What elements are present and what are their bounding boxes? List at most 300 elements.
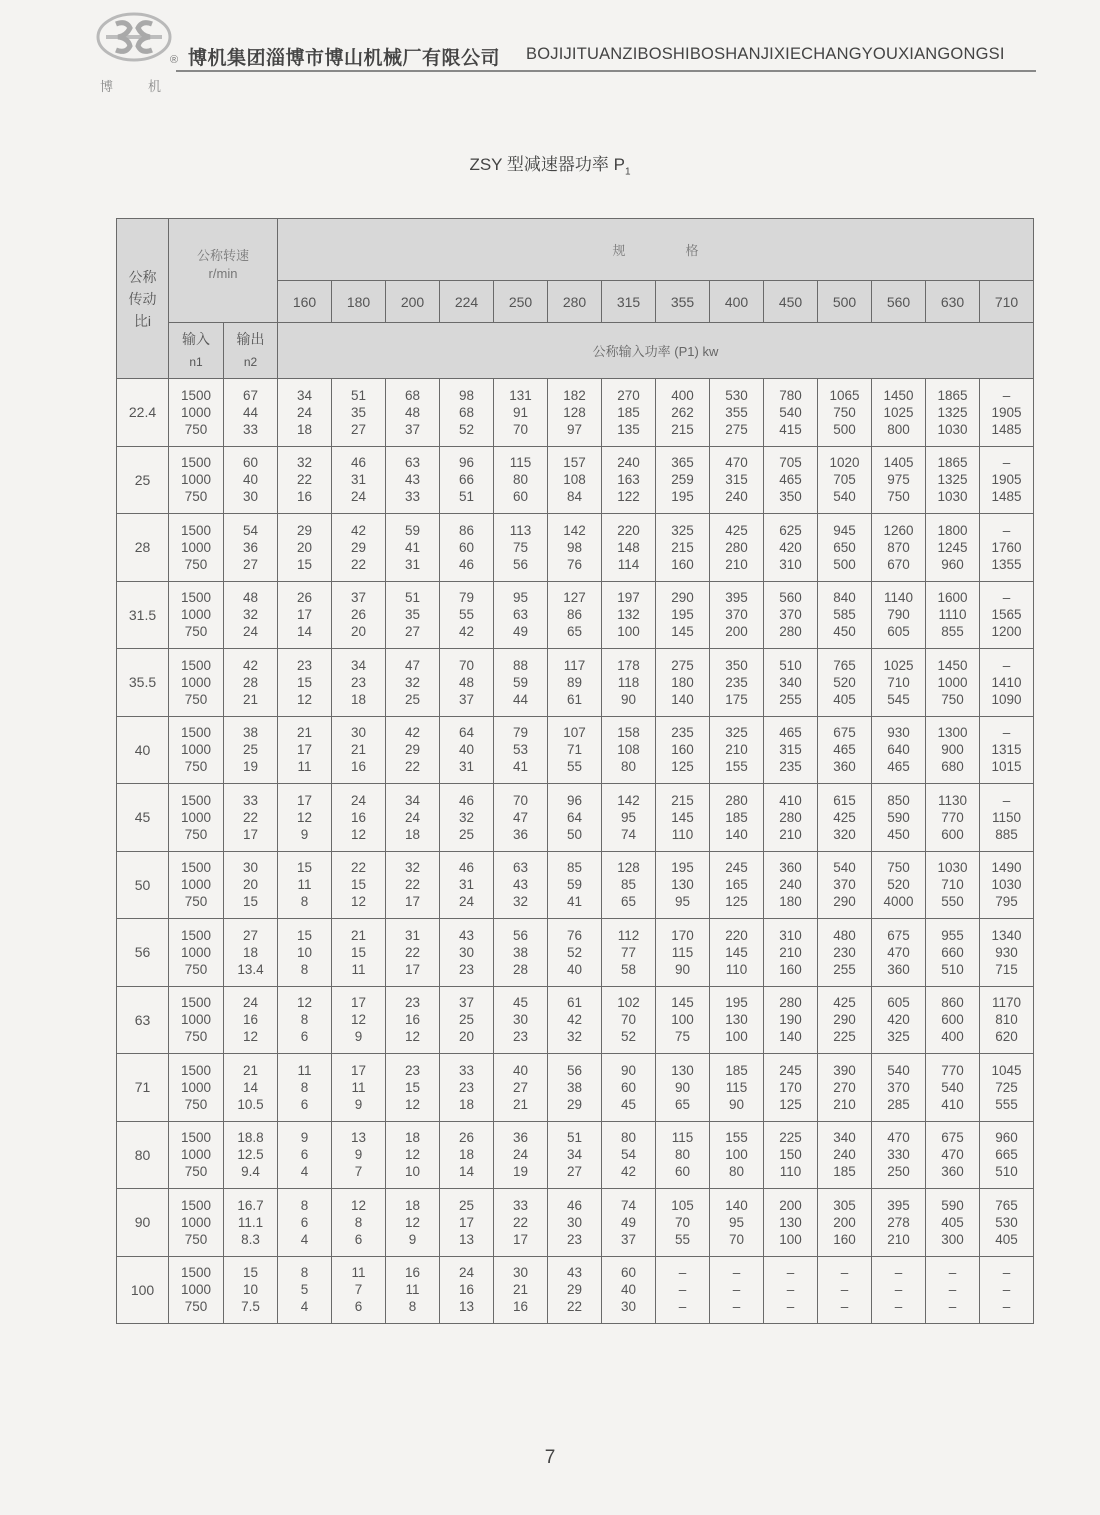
cell-value: – — [840, 1282, 849, 1298]
cell-value: 32 — [296, 455, 313, 471]
cell-value: 1000 — [180, 472, 212, 488]
cell-value: 182 — [563, 387, 586, 403]
table-row — [117, 851, 1034, 919]
cell-value: 325 — [725, 725, 748, 741]
cell-value: 90 — [674, 1079, 691, 1095]
cell-value: 1355 — [991, 556, 1022, 572]
output-speed-cell — [224, 1189, 278, 1257]
cell-value: 1485 — [991, 421, 1022, 437]
cell-value: 115 — [509, 455, 532, 471]
cell-value: 51 — [458, 489, 475, 505]
ratio-header — [117, 219, 169, 379]
cell-value: 18 — [404, 1197, 421, 1213]
cell-value: 10 — [242, 1282, 259, 1298]
cell-value: 86 — [458, 522, 475, 538]
cell-value: 540 — [887, 1062, 910, 1078]
input-speed-cell — [169, 1054, 224, 1122]
cell-value: 142 — [617, 792, 640, 808]
speed-header — [169, 219, 278, 323]
input-speed-header — [169, 323, 224, 379]
cell-value: 142 — [563, 522, 586, 538]
cell-value: 15 — [296, 927, 313, 943]
cell-value: 42 — [242, 657, 259, 673]
power-cell — [710, 784, 764, 852]
cell-value: 160 — [833, 1231, 856, 1247]
cell-value: 54 — [242, 522, 259, 538]
cell-value: 750 — [184, 691, 208, 707]
ratio-cell: 28 — [117, 514, 169, 582]
size-header-cell: 630 — [926, 281, 980, 323]
cell-value: 25 — [458, 1197, 475, 1213]
cell-value: 750 — [184, 624, 208, 640]
output-speed-cell — [224, 919, 278, 987]
cell-value: 24 — [296, 404, 313, 420]
cell-value: 35 — [404, 607, 421, 623]
power-cell — [440, 649, 494, 717]
cell-value: 110 — [725, 961, 748, 977]
cell-value: 18 — [458, 1147, 475, 1163]
cell-value: 125 — [725, 894, 748, 910]
power-cell — [332, 784, 386, 852]
power-cell — [872, 716, 926, 784]
page-header — [96, 8, 1040, 98]
power-cell — [710, 716, 764, 784]
cell-value: 4000 — [883, 894, 914, 910]
power-cell — [872, 649, 926, 717]
cell-value: 280 — [725, 539, 748, 555]
cell-value: 750 — [184, 759, 208, 775]
cell-value: 1325 — [937, 472, 968, 488]
cell-value: 1405 — [883, 455, 914, 471]
cell-value: 63 — [512, 860, 529, 876]
power-cell — [278, 1256, 332, 1324]
cell-value: 25 — [242, 742, 259, 758]
power-cell — [548, 446, 602, 514]
cell-value: 40 — [620, 1282, 637, 1298]
cell-value: 30 — [512, 1012, 529, 1028]
cell-value: 90 — [620, 1062, 637, 1078]
input-speed-cell — [169, 581, 224, 649]
cell-value: 41 — [404, 539, 421, 555]
table-row — [117, 1189, 1034, 1257]
power-cell — [602, 446, 656, 514]
cell-value: 6 — [300, 1096, 309, 1112]
cell-value: 705 — [779, 455, 802, 471]
cell-value: 175 — [725, 691, 748, 707]
cell-value: 33 — [242, 421, 259, 437]
cell-value: – — [1002, 657, 1011, 673]
power-cell — [656, 919, 710, 987]
input-speed-cell — [169, 379, 224, 447]
cell-value: – — [894, 1299, 903, 1315]
cell-value: 16.7 — [237, 1197, 264, 1213]
power-cell — [602, 1054, 656, 1122]
cell-value: 290 — [833, 1012, 856, 1028]
ratio-cell: 56 — [117, 919, 169, 987]
cell-value: 60 — [620, 1079, 637, 1095]
cell-value: 70 — [674, 1214, 691, 1230]
cell-value: – — [1002, 387, 1011, 403]
cell-value: 55 — [458, 607, 475, 623]
cell-value: 425 — [833, 809, 856, 825]
cell-value: – — [948, 1282, 957, 1298]
power-rating-table — [116, 218, 1034, 1324]
table-row — [117, 919, 1034, 987]
power-cell — [872, 514, 926, 582]
cell-value: 12 — [404, 1029, 421, 1045]
cell-value: 40 — [458, 742, 475, 758]
output-header-label: 输出 — [236, 331, 265, 347]
registered-mark: ® — [170, 54, 179, 66]
cell-value: 145 — [671, 624, 694, 640]
cell-value: 360 — [941, 1164, 964, 1180]
cell-value: 21 — [242, 1062, 259, 1078]
cell-value: 12 — [296, 809, 313, 825]
power-cell — [710, 649, 764, 717]
title-subscript: 1 — [624, 166, 631, 178]
cell-value: 22 — [404, 759, 421, 775]
cell-value: 12.5 — [237, 1147, 264, 1163]
cell-value: 86 — [566, 607, 583, 623]
cell-value: 955 — [941, 927, 964, 943]
cell-value: 130 — [671, 877, 694, 893]
power-cell — [494, 784, 548, 852]
size-header-cell: 400 — [710, 281, 764, 323]
cell-value: 280 — [779, 809, 802, 825]
cell-value: 125 — [779, 1096, 802, 1112]
cell-value: 13 — [350, 1130, 367, 1146]
cell-value: 102 — [617, 995, 640, 1011]
cell-value: 11 — [351, 1265, 366, 1281]
power-cell — [872, 986, 926, 1054]
cell-value: 665 — [995, 1147, 1018, 1163]
cell-value: 410 — [779, 792, 802, 808]
power-cell — [548, 581, 602, 649]
power-cell — [440, 784, 494, 852]
cell-value: 55 — [566, 759, 583, 775]
cell-value: 16 — [350, 759, 367, 775]
cell-value: 1315 — [991, 742, 1022, 758]
cell-value: 750 — [184, 421, 208, 437]
cell-value: 1000 — [180, 404, 212, 420]
cell-value: 1200 — [991, 624, 1022, 640]
cell-value: 210 — [725, 742, 748, 758]
cell-value: 160 — [779, 961, 802, 977]
cell-value: 30 — [566, 1214, 583, 1230]
cell-value: 50 — [566, 826, 583, 842]
cell-value: 19 — [242, 759, 259, 775]
cell-value: 1565 — [991, 607, 1022, 623]
cell-value: 215 — [671, 539, 694, 555]
cell-value: 38 — [512, 944, 529, 960]
power-cell — [872, 919, 926, 987]
cell-value: 1090 — [991, 691, 1022, 707]
cell-value: 51 — [404, 590, 421, 606]
power-cell — [710, 919, 764, 987]
logo-char: 机 — [148, 79, 162, 94]
cell-value: 750 — [184, 826, 208, 842]
cell-value: 158 — [617, 725, 640, 741]
cell-value: 1500 — [180, 387, 212, 403]
cell-value: – — [948, 1265, 957, 1281]
cell-value: 6 — [354, 1299, 363, 1315]
cell-value: 105 — [671, 1197, 694, 1213]
cell-value: 590 — [887, 809, 910, 825]
cell-value: 107 — [563, 725, 586, 741]
cell-value: 560 — [779, 590, 802, 606]
power-cell — [818, 1121, 872, 1189]
power-cell — [278, 986, 332, 1054]
cell-value: 52 — [458, 421, 475, 437]
cell-value: 240 — [833, 1147, 856, 1163]
cell-value: 24 — [242, 624, 259, 640]
power-cell — [602, 986, 656, 1054]
cell-value: 19 — [512, 1164, 529, 1180]
cell-value: 32 — [512, 894, 529, 910]
cell-value: 500 — [833, 421, 856, 437]
cell-value: 90 — [674, 961, 691, 977]
company-name-pinyin: BOJIJITUANZIBOSHIBOSHANJIXIECHANGYOUXIANGONGSI — [526, 45, 1005, 63]
cell-value: 9 — [354, 1096, 363, 1112]
cell-value: 24 — [458, 1265, 475, 1281]
cell-value: 95 — [728, 1214, 745, 1230]
power-cell — [494, 986, 548, 1054]
power-cell — [386, 716, 440, 784]
power-cell — [926, 1121, 980, 1189]
power-cell — [926, 581, 980, 649]
power-cell — [278, 1054, 332, 1122]
cell-value: 100 — [617, 624, 640, 640]
cell-value: – — [1002, 1299, 1011, 1315]
cell-value: 1000 — [180, 944, 212, 960]
power-cell — [278, 379, 332, 447]
power-cell — [548, 716, 602, 784]
cell-value: 98 — [458, 387, 475, 403]
table-row — [117, 514, 1034, 582]
cell-value: 90 — [728, 1096, 745, 1112]
input-speed-cell — [169, 1256, 224, 1324]
cell-value: 625 — [779, 522, 802, 538]
power-cell — [926, 1054, 980, 1122]
cell-value: 85 — [620, 877, 637, 893]
power-cell — [548, 1054, 602, 1122]
cell-value: 110 — [671, 826, 694, 842]
cell-value: 245 — [779, 1062, 802, 1078]
cell-value: 170 — [779, 1079, 802, 1095]
cell-value: 510 — [779, 657, 802, 673]
cell-value: 450 — [833, 624, 856, 640]
cell-value: 1025 — [883, 657, 914, 673]
cell-value: – — [1002, 522, 1011, 538]
cell-value: 620 — [995, 1029, 1018, 1045]
cell-value: 30 — [242, 860, 259, 876]
cell-value: 675 — [833, 725, 856, 741]
power-cell — [386, 446, 440, 514]
cell-value: 605 — [887, 624, 910, 640]
cell-value: 600 — [941, 826, 964, 842]
cell-value: 24 — [404, 809, 421, 825]
cell-value: 27 — [566, 1164, 583, 1180]
cell-value: 12 — [296, 691, 313, 707]
cell-value: 255 — [779, 691, 802, 707]
cell-value: 1130 — [937, 792, 968, 808]
cell-value: 960 — [941, 556, 964, 572]
power-cell — [440, 1256, 494, 1324]
cell-value: 810 — [995, 1012, 1018, 1028]
power-cell — [764, 1189, 818, 1257]
page-title — [0, 150, 1100, 177]
cell-value: 97 — [566, 421, 583, 437]
cell-value: – — [1002, 455, 1011, 471]
cell-value: 33 — [512, 1197, 529, 1213]
cell-value: 480 — [833, 927, 856, 943]
cell-value: 770 — [941, 1062, 964, 1078]
power-cell — [764, 581, 818, 649]
cell-value: 59 — [404, 522, 421, 538]
cell-value: 360 — [779, 860, 802, 876]
cell-value: 34 — [296, 387, 313, 403]
cell-value: 24 — [242, 995, 259, 1011]
cell-value: 29 — [566, 1096, 583, 1112]
cell-value: 350 — [779, 489, 802, 505]
cell-value: 210 — [833, 1096, 856, 1112]
power-cell — [656, 1189, 710, 1257]
cell-value: 71 — [566, 742, 583, 758]
cell-value: 42 — [620, 1164, 637, 1180]
cell-value: 425 — [833, 995, 856, 1011]
cell-value: 59 — [512, 674, 529, 690]
size-header-cell: 250 — [494, 281, 548, 323]
cell-value: 15 — [404, 1079, 421, 1095]
cell-value: 17 — [512, 1231, 529, 1247]
power-cell — [656, 1256, 710, 1324]
input-speed-cell — [169, 784, 224, 852]
cell-value: 225 — [833, 1029, 856, 1045]
cell-value: 31 — [404, 927, 421, 943]
cell-value: 11 — [297, 759, 312, 775]
speed-header-line: 公称转速 — [196, 248, 249, 263]
cell-value: 60 — [512, 489, 529, 505]
cell-value: 90 — [620, 691, 637, 707]
power-cell — [332, 1054, 386, 1122]
power-cell — [440, 1054, 494, 1122]
cell-value: 33 — [404, 489, 421, 505]
cell-value: 540 — [833, 489, 856, 505]
cell-value: 54 — [620, 1147, 637, 1163]
cell-value: 32 — [404, 860, 421, 876]
cell-value: 9 — [354, 1147, 363, 1163]
cell-value: 98 — [566, 539, 583, 555]
cell-value: 47 — [404, 657, 421, 673]
cell-value: 262 — [671, 404, 694, 420]
cell-value: 510 — [941, 961, 964, 977]
cell-value: 185 — [617, 404, 640, 420]
power-cell — [494, 1054, 548, 1122]
ratio-cell: 40 — [117, 716, 169, 784]
cell-value: 42 — [458, 624, 475, 640]
power-cell — [656, 716, 710, 784]
cell-value: 390 — [833, 1062, 856, 1078]
cell-value: 270 — [617, 387, 640, 403]
cell-value: 590 — [941, 1197, 964, 1213]
cell-value: 1905 — [991, 404, 1022, 420]
cell-value: 6 — [354, 1231, 363, 1247]
cell-value: 114 — [617, 556, 640, 572]
cell-value: 27 — [512, 1079, 529, 1095]
cell-value: 70 — [620, 1012, 637, 1028]
cell-value: 220 — [725, 927, 748, 943]
power-cell — [764, 716, 818, 784]
cell-value: 26 — [350, 607, 367, 623]
cell-value: 80 — [620, 1130, 637, 1146]
cell-value: 9 — [408, 1231, 417, 1247]
power-cell — [548, 379, 602, 447]
company-logo-icon — [96, 12, 172, 62]
cell-value: 520 — [887, 877, 910, 893]
cell-value: 15 — [350, 877, 367, 893]
cell-value: 1500 — [180, 792, 212, 808]
cell-value: 66 — [458, 472, 475, 488]
cell-value: 178 — [617, 657, 640, 673]
power-cell — [818, 851, 872, 919]
power-cell — [818, 986, 872, 1054]
cell-value: 330 — [887, 1147, 910, 1163]
cell-value: 16 — [458, 1282, 475, 1298]
cell-value: 11 — [297, 877, 312, 893]
cell-value: 43 — [404, 472, 421, 488]
cell-value: 11 — [297, 1062, 312, 1078]
cell-value: 1600 — [937, 590, 968, 606]
cell-value: 405 — [941, 1214, 964, 1230]
cell-value: 930 — [887, 725, 910, 741]
cell-value: 315 — [779, 742, 802, 758]
cell-value: 29 — [350, 539, 367, 555]
power-cell — [440, 514, 494, 582]
power-cell — [278, 1189, 332, 1257]
cell-value: 765 — [833, 657, 856, 673]
cell-value: 28 — [512, 961, 529, 977]
cell-value: 28 — [242, 674, 259, 690]
power-cell — [656, 1054, 710, 1122]
cell-value: 197 — [617, 590, 640, 606]
cell-value: 128 — [617, 860, 640, 876]
power-cell — [602, 1189, 656, 1257]
cell-value: 1045 — [991, 1062, 1022, 1078]
cell-value: 60 — [620, 1265, 637, 1281]
cell-value: 45 — [512, 995, 529, 1011]
cell-value: 8 — [300, 961, 309, 977]
cell-value: 470 — [887, 944, 910, 960]
cell-value: 30 — [620, 1299, 637, 1315]
cell-value: 1000 — [180, 674, 212, 690]
cell-value: 250 — [887, 1164, 910, 1180]
cell-value: 705 — [833, 472, 856, 488]
cell-value: 12 — [242, 1029, 259, 1045]
cell-value: 585 — [833, 607, 856, 623]
ratio-cell: 71 — [117, 1054, 169, 1122]
cell-value: 33 — [458, 1062, 475, 1078]
ratio-header-line: 传动 — [128, 290, 157, 307]
cell-value: 33 — [242, 792, 259, 808]
power-cell — [332, 581, 386, 649]
cell-value: 34 — [566, 1147, 583, 1163]
cell-value: 11 — [351, 961, 366, 977]
power-cell — [278, 1121, 332, 1189]
cell-value: 555 — [995, 1096, 1018, 1112]
power-cell — [548, 1256, 602, 1324]
cell-value: 44 — [242, 404, 259, 420]
cell-value: 1500 — [180, 1265, 212, 1281]
